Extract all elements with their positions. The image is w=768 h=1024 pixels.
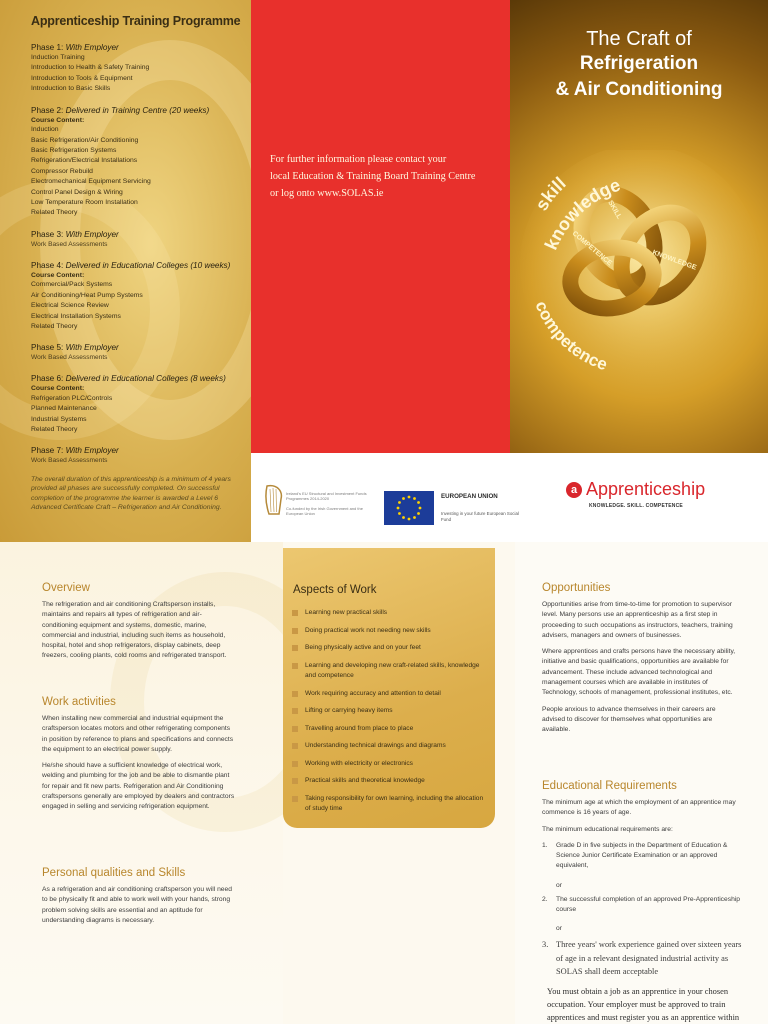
phase-label: Phase 5: [31, 343, 64, 353]
aspect-item [292, 776, 488, 787]
phase-block [31, 445, 241, 466]
square-bullet-icon [292, 778, 298, 784]
apprenticeship-logo-tagline: KNOWLEDGE. SKILL. COMPETENCE [589, 503, 683, 509]
cover-title-line: The Craft of [586, 28, 692, 50]
ring-word-knowledge: knowledge [540, 174, 623, 253]
phase-heading [31, 105, 241, 116]
cover-title [510, 28, 768, 103]
phase-item: Electrical Installation Systems [31, 312, 121, 320]
phase-label: Phase 2: [31, 105, 64, 115]
ring-word-competence: competence [531, 298, 610, 375]
programme-content [31, 14, 241, 466]
opportunities-text: Opportunities arise from time-to-time for promotion to supervisor level. Many persons use an apprenticeship as a first step in proceeding to such occupations as instructors, teachers, training advisers, managers and owners of businesses. [542, 601, 733, 639]
aspect-item [292, 706, 488, 717]
apprenticeship-logo-name: Apprenticeship [586, 479, 706, 499]
aspects-of-work-list [292, 608, 488, 822]
phase-description: Delivered in Educational Colleges (10 weeks) [65, 260, 231, 270]
inner-word-skill: SKILL [606, 199, 623, 221]
phase-block [31, 105, 241, 219]
requirement-item [542, 895, 742, 916]
contact-text [270, 151, 510, 202]
phase-label: Phase 4: [31, 260, 64, 270]
right-column [515, 542, 768, 1024]
education-text: The minimum age at which the employment of an apprentice may commence is 16 years of age. [542, 799, 736, 817]
aspect-text: Doing practical work not needing new skills [305, 626, 431, 634]
phase-description: Delivered in Training Centre (20 weeks) [65, 105, 210, 115]
square-bullet-icon [292, 610, 298, 616]
square-bullet-icon [292, 708, 298, 714]
contact-line: or log onto www.SOLAS.ie [270, 188, 384, 199]
square-bullet-icon [292, 761, 298, 767]
eu-title: EUROPEAN UNION [441, 493, 498, 500]
phase-item: Industrial Systems [31, 415, 87, 423]
work-activities-text: When installing new commercial and industrial equipment the craftsperson locates motors and other refrigerating components in position by reference to plans and specifications and connects the equipment to an electrical power supply. [42, 715, 234, 753]
or-separator: or [556, 881, 562, 889]
phase-item: Commercial/Pack Systems [31, 281, 113, 289]
opportunities-text: Where apprentices and crafts persons have the necessary ability, initiative and basic qualifications, opportunities are available for advancement. These include advanced technological and management courses which are available in institutes of Technology, schools of management, professional institutes, etc. [542, 648, 736, 697]
phase-item: Basic Refrigeration Systems [31, 146, 117, 154]
phase-course-content-label: Course Content: [31, 271, 85, 279]
aspects-of-work-box [283, 548, 495, 828]
eu-star-icon [417, 501, 420, 504]
overview-section [42, 582, 237, 662]
phase-block [31, 42, 241, 95]
phase-item: Related Theory [31, 426, 78, 434]
phase-block [31, 342, 241, 363]
eu-star-icon [419, 507, 422, 510]
eu-star-icon [402, 516, 405, 519]
work-activities-heading: Work activities [42, 696, 116, 708]
aspect-item [292, 643, 488, 654]
ireland-esif-text [286, 491, 381, 516]
square-bullet-icon [292, 645, 298, 651]
inner-word-competence: COMPETENCE [570, 230, 614, 268]
work-activities-section [42, 696, 237, 813]
aspect-item [292, 724, 488, 735]
phase-item: Refrigeration PLC/Controls [31, 394, 113, 402]
phase-block [31, 229, 241, 250]
aspect-item [292, 794, 488, 815]
phase-item: Control Panel Design & Wiring [31, 188, 123, 196]
phase-label: Phase 3: [31, 229, 64, 239]
contact-line: local Education & Training Board Training Centre [270, 171, 476, 182]
job-requirement-text: You must obtain a job as an apprentice in your chosen occupation. Your employer must be approved to train apprentices and must register you as an apprentice within [547, 987, 740, 1023]
interlocking-rings-graphic [510, 150, 768, 453]
requirement-text: The successful completion of an approved Pre-Apprenticeship course [556, 895, 741, 914]
inner-word-knowledge: KNOWLEDGE [651, 249, 698, 272]
aspect-item [292, 759, 488, 770]
eu-star-icon [397, 507, 400, 510]
cover-panel [510, 0, 768, 453]
funding-logos [251, 453, 768, 542]
phase-item: Planned Maintenance [31, 405, 97, 413]
harp-icon [263, 483, 285, 517]
eu-star-icon [398, 501, 401, 504]
requirement-number: 1. [542, 841, 548, 849]
aspect-text: Being physically active and on your feet [305, 644, 421, 651]
programme-title: Apprenticeship Training Programme [31, 14, 241, 28]
phase-description: With Employer [65, 229, 119, 239]
requirement-number: 3. [542, 940, 549, 950]
phase-heading [31, 42, 241, 53]
phase-heading [31, 373, 241, 384]
personal-qualities-section [42, 867, 237, 926]
phase-item: Low Temperature Room Installation [31, 198, 138, 206]
square-bullet-icon [292, 663, 298, 669]
phase-item: Introduction to Tools & Equipment [31, 74, 133, 82]
ireland-esif-note: Co-funded by the Irish Government and the European Union [286, 506, 363, 516]
phase-heading [31, 260, 241, 271]
phase-description: With Employer [65, 446, 119, 456]
phase-heading [31, 229, 241, 240]
eu-star-icon [398, 512, 401, 515]
phase-block [31, 260, 241, 333]
ring-word-skill: skill [531, 173, 570, 215]
opportunities-section [542, 582, 737, 736]
phase-item: Basic Refrigeration/Air Conditioning [31, 136, 139, 144]
eu-star-icon [417, 512, 420, 515]
phase-item: Compressor Rebuild [31, 167, 93, 175]
programme-panel [0, 0, 251, 542]
educational-requirements-section [542, 780, 742, 979]
aspect-item [292, 741, 488, 752]
aspect-text: Learning and developing new craft-related skills, knowledge and competence [305, 661, 480, 679]
phase-description: Delivered in Educational Colleges (8 weeks) [65, 374, 226, 384]
personal-qualities-text: As a refrigeration and air conditioning craftsperson you will need to be physically fit and able to work well with your hands, strong problem solving skills are essential and an aptitude for understanding diagrams is necessary. [42, 886, 232, 924]
personal-qualities-heading: Personal qualities and Skills [42, 867, 186, 879]
phase-item: Induction Training [31, 54, 85, 61]
aspect-text: Taking responsibility for own learning, including the allocation of study time [305, 794, 484, 812]
aspects-of-work-heading: Aspects of Work [293, 584, 377, 596]
square-bullet-icon [292, 691, 298, 697]
inside-panels [0, 542, 768, 1024]
cover-title-line: Refrigeration [579, 53, 699, 74]
work-activities-text: He/she should have a sufficient knowledge of electrical work, welding and plumbing for the job and be able to dismantle plant for repair and fit new parts. Refrigeration and Air Conditioning craftspersons generally are employed by dealers and contractors engaged in selling and servicing refrigeration equipment. [42, 762, 235, 811]
eu-star-icon [413, 516, 416, 519]
eu-star-icon [408, 518, 411, 521]
square-bullet-icon [292, 743, 298, 749]
aspect-item [292, 608, 488, 619]
phase-item: Related Theory [31, 209, 78, 217]
phase-label: Phase 6: [31, 374, 64, 384]
aspect-text: Working with electricity or electronics [305, 759, 413, 767]
aspect-text: Understanding technical drawings and diagrams [305, 742, 446, 749]
opportunities-text: People anxious to advance themselves in their careers are advised to discover for themselves what opportunities are available. [542, 705, 716, 734]
opportunities-heading: Opportunities [542, 582, 611, 594]
education-text: The minimum educational requirements are: [542, 825, 673, 833]
phase-heading [31, 342, 241, 353]
contact-line: For further information please contact your [270, 154, 447, 165]
phase-note: Work Based Assessments [31, 240, 108, 248]
phase-label: Phase 7: [31, 446, 64, 456]
requirement-text: Grade D in five subjects in the Department of Education & Science Junior Certificate Examination or an approved equivalent, [556, 841, 728, 870]
requirement-text: Three years' work experience gained over sixteen years of age in a relevant designated industrial activity as SOLAS shall deem acceptable [556, 940, 742, 977]
phase-course-content-label: Course Content: [31, 385, 85, 393]
contact-panel [251, 0, 510, 453]
phase-course-content-label: Course Content: [31, 116, 85, 124]
eu-subtitle: Investing in your future European Social Fund [441, 511, 519, 522]
eu-star-icon [413, 497, 416, 500]
phase-description: With Employer [65, 343, 119, 353]
phase-item: Introduction to Basic Skills [31, 85, 111, 93]
aspect-item [292, 661, 488, 682]
phase-item: Air Conditioning/Heat Pump Systems [31, 291, 143, 299]
square-bullet-icon [292, 726, 298, 732]
phase-list [31, 42, 241, 466]
aspect-text: Lifting or carrying heavy items [305, 707, 393, 714]
educational-requirements-heading: Educational Requirements [542, 780, 677, 792]
phase-block [31, 373, 241, 435]
eu-flag-icon [384, 491, 434, 525]
requirement-number: 2. [542, 895, 548, 903]
phase-note: Work Based Assessments [31, 354, 108, 362]
aspect-text: Learning new practical skills [305, 609, 388, 616]
requirement-item [542, 938, 742, 978]
apprenticeship-logo-icon: a [566, 482, 582, 498]
phase-item: Electrical Science Review [31, 302, 109, 310]
phase-item: Related Theory [31, 322, 78, 330]
eu-star-icon [408, 496, 411, 499]
phase-item: Introduction to Health & Safety Training [31, 64, 150, 72]
requirement-item [542, 841, 742, 872]
cover-title-line: & Air Conditioning [555, 79, 723, 100]
phase-label: Phase 1: [31, 43, 64, 52]
ireland-esif-title: Ireland's EU Structural and Investment Funds Programmes 2014-2020 [286, 491, 367, 501]
eu-star-icon [402, 497, 405, 500]
square-bullet-icon [292, 796, 298, 802]
aspect-item [292, 626, 488, 637]
left-column [0, 542, 283, 1024]
programme-footer-note: The overall duration of this apprenticeship is a minimum of 4 years provided all phases are successfully completed. On successful completion of the programme the learner is awarded a Level 6 Advanced Certificate Craft – Refrigeration and Air Conditioning. [31, 476, 231, 512]
overview-heading: Overview [42, 582, 90, 594]
overview-text: The refrigeration and air conditioning Craftsperson installs, maintains and repairs all types of refrigeration and air-conditioning equipment and systems, domestic, marine, commercial and industrial, including such items as household, hospital, hotel and shop refrigerators, display cabinets, deep freezers, cooling plants, cold rooms and refrigerated transport. [42, 601, 227, 660]
aspect-text: Travelling around from place to place [305, 724, 414, 732]
apprenticeship-logo [566, 480, 766, 520]
middle-column [283, 542, 515, 1024]
phase-note: Work Based Assessments [31, 457, 108, 465]
phase-item: Induction [31, 126, 59, 134]
phase-description: With Employer [65, 43, 119, 52]
aspect-item [292, 689, 488, 700]
aspect-text: Work requiring accuracy and attention to detail [305, 689, 441, 697]
phase-item: Electromechanical Equipment Servicing [31, 178, 151, 186]
aspect-text: Practical skills and theoretical knowledge [305, 777, 425, 784]
square-bullet-icon [292, 628, 298, 634]
phase-item: Refrigeration/Electrical Installations [31, 157, 138, 165]
phase-heading [31, 445, 241, 456]
or-separator: or [556, 925, 562, 933]
